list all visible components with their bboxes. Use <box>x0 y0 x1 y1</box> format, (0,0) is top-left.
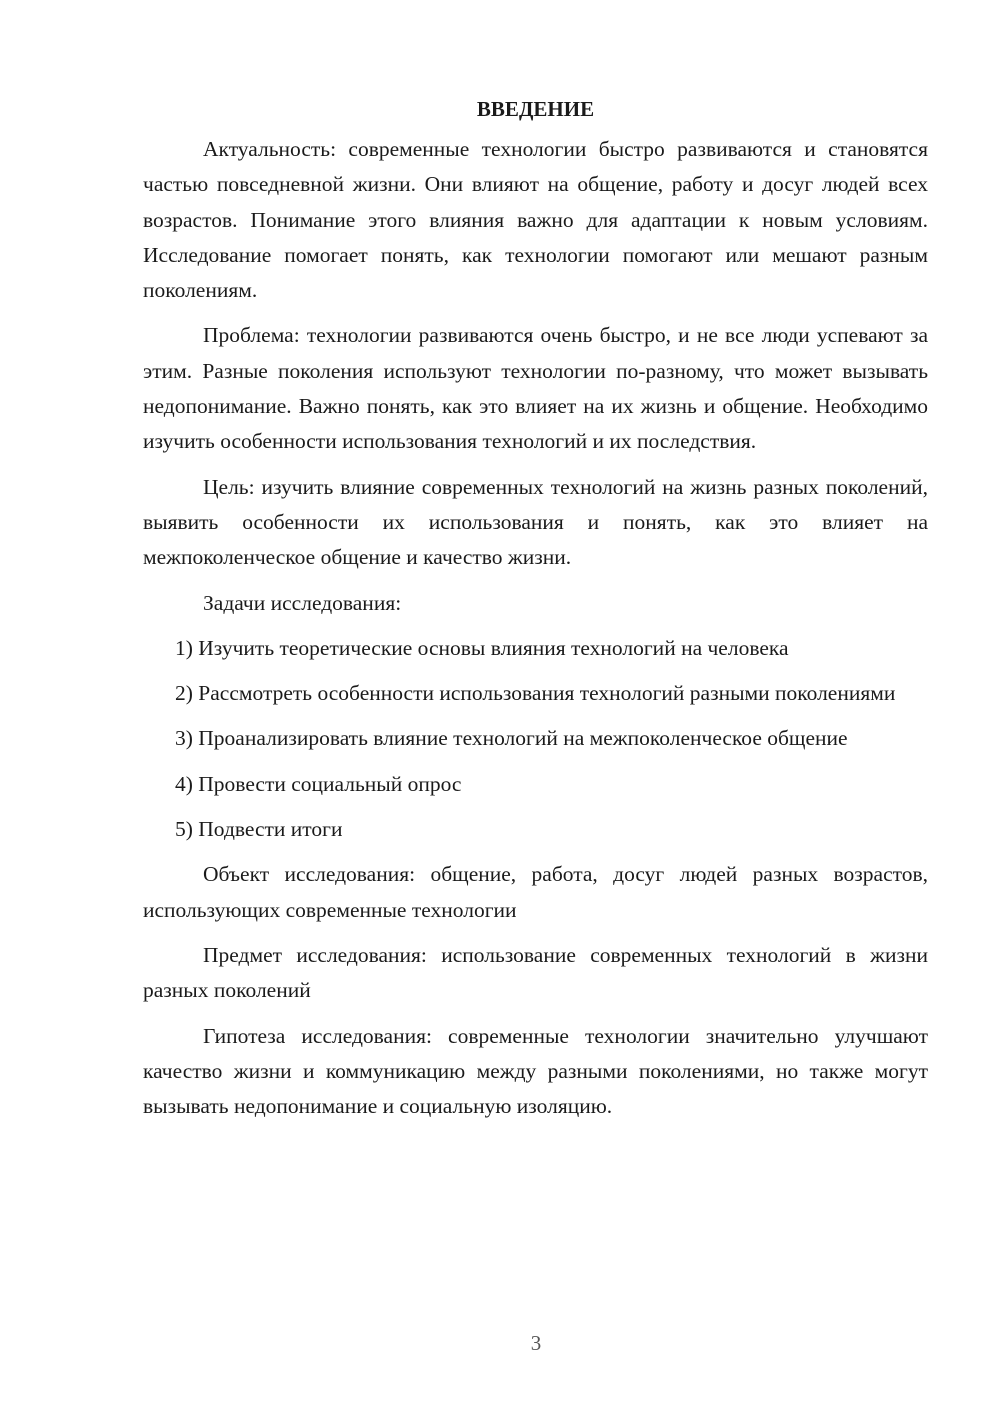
tasks-heading: Задачи исследования: <box>203 590 402 615</box>
task-item-4: 4) Провести социальный опрос <box>175 771 462 796</box>
task-item-5: 5) Подвести итоги <box>175 817 343 842</box>
paragraph-subject: Предмет исследования: использование современных технологий в жизни разных поколений <box>143 942 928 1003</box>
task-item-3: 3) Проанализировать влияние технологий на межпоколенческое общение <box>175 726 848 751</box>
task-item-2: 2) Рассмотреть особенности использования технологий разными поколениями <box>175 681 896 706</box>
paragraph-problem: Проблема: технологии развиваются очень быстро, и не все люди успевают за этим. Разные поколения используют технологии по-разному, что может вызывать недопонимание. Важно понять, как это влияет на их жизнь и общение. Необходимо изучить особенности использования технологий и их последствия. <box>143 323 928 454</box>
page-number: 3 <box>530 1331 542 1355</box>
paragraph-relevance: Актуальность: современные технологии быстро развиваются и становятся частью повседневной жизни. Они влияют на общение, работу и досуг людей всех возрастов. Понимание этого влияния важно для адаптации к новым условиям. Исследование помогает понять, как технологии помогают или мешают разным поколениям. <box>143 137 928 303</box>
task-item-1: 1) Изучить теоретические основы влияния технологий на человека <box>175 635 789 660</box>
section-title: ВВЕДЕНИЕ <box>476 97 595 121</box>
paragraph-object: Объект исследования: общение, работа, досуг людей разных возрастов, использующих современные технологии <box>143 862 928 922</box>
document-page <box>143 92 928 1134</box>
paragraph-goal: Цель: изучить влияние современных технологий на жизнь разных поколений, выявить особенности их использования и понять, как это влияет на межпоколенческое общение и качество жизни. <box>143 474 928 570</box>
paragraph-hypothesis: Гипотеза исследования: современные технологии значительно улучшают качество жизни и коммуникацию между разными поколениями, но также могут вызывать недопонимание и социальную изоляцию. <box>143 1023 928 1119</box>
